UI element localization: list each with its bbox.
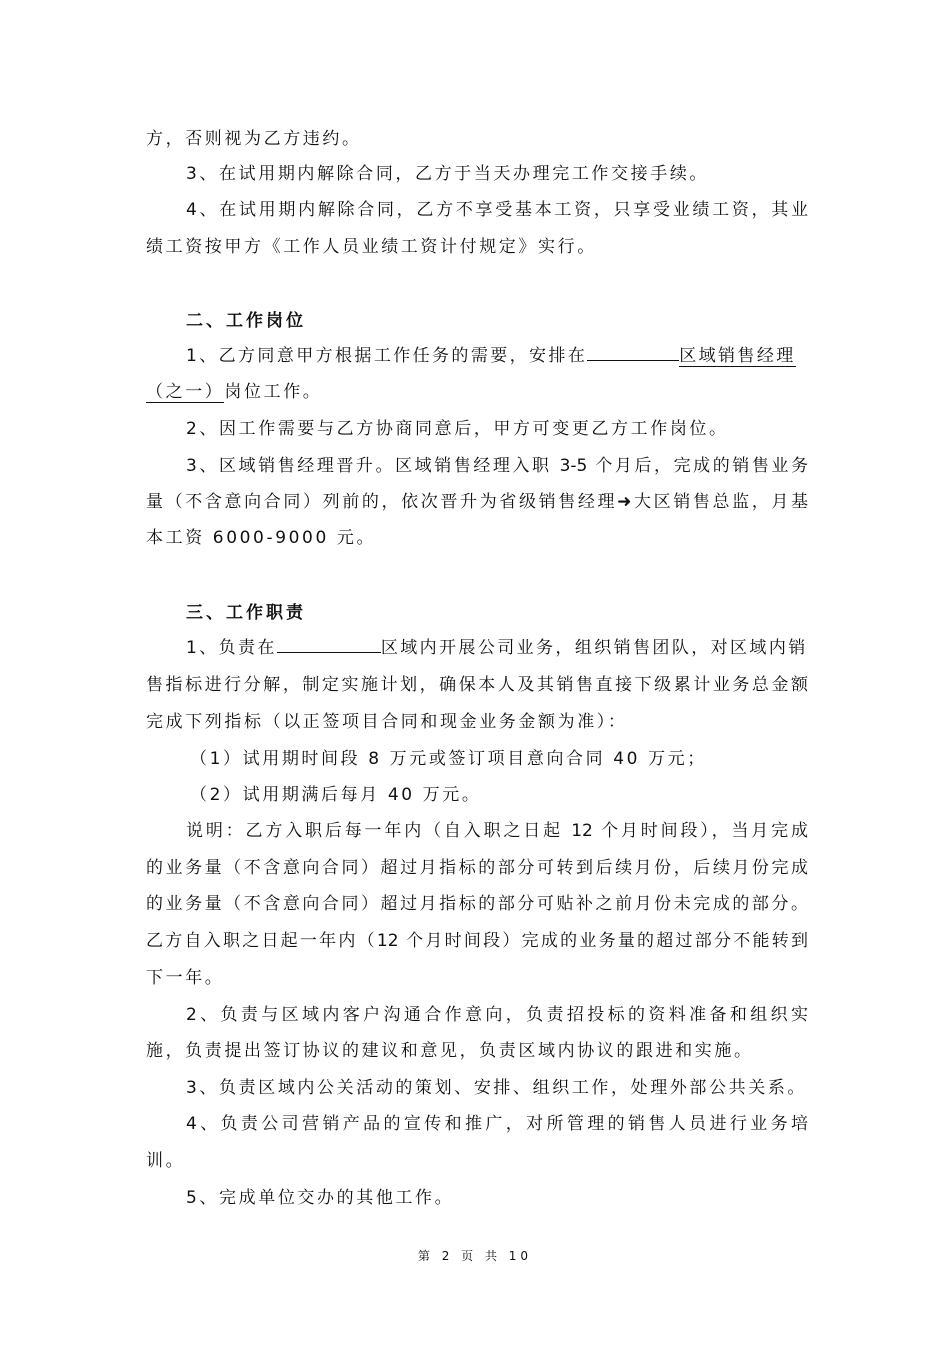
text-line: 5、完成单位交办的其他工作。 bbox=[186, 1188, 455, 1208]
text-line: 施，负责提出签订协议的建议和意见，负责区域内协议的跟进和实施。 bbox=[146, 1041, 754, 1061]
text-segment: 1、负责在 bbox=[186, 638, 277, 658]
text-line: 2、负责与区域内客户沟通合作意向，负责招投标的资料准备和组织实 bbox=[186, 1005, 808, 1025]
section-heading: 三、工作职责 bbox=[186, 603, 306, 623]
text-line: 3、在试用期内解除合同，乙方于当天办理完工作交接手续。 bbox=[186, 164, 710, 184]
filled-position: 区域销售经理 bbox=[679, 346, 796, 366]
text-line bbox=[146, 374, 808, 410]
text-line: 乙方自入职之日起一年内（12 个月时间段）完成的业务量的超过部分不能转到 bbox=[146, 931, 808, 951]
text-line bbox=[186, 338, 808, 374]
text-line: 4、负责公司营销产品的宣传和推广，对所管理的销售人员进行业务培 bbox=[186, 1114, 808, 1134]
text-line: 方，否则视为乙方违约。 bbox=[146, 129, 362, 149]
text-line: 3、负责区域内公关活动的策划、安排、组织工作，处理外部公共关系。 bbox=[186, 1078, 808, 1098]
list-item: （1）试用期时间段 8 万元或签订项目意向合同 40 万元； bbox=[190, 749, 707, 769]
filled-position: （之一） bbox=[146, 382, 225, 402]
text-line: 完成下列指标（以正签项目合同和现金业务金额为准）： bbox=[146, 712, 628, 732]
text-segment: 1、乙方同意甲方根据工作任务的需要，安排在 bbox=[186, 346, 588, 366]
text-line: 训。 bbox=[146, 1151, 186, 1171]
fill-blank bbox=[587, 359, 679, 361]
text-segment: 岗位工作。 bbox=[224, 382, 323, 402]
fill-blank bbox=[277, 651, 381, 653]
text-line: 的业务量（不含意向合同）超过月指标的部分可转到后续月份，后续月份完成 bbox=[146, 858, 808, 878]
text-line: 绩工资按甲方《工作人员业绩工资计付规定》实行。 bbox=[146, 237, 597, 257]
text-line: 本工资 6000-9000 元。 bbox=[146, 528, 377, 548]
page-footer: 第 2 页 共 10 bbox=[417, 1249, 533, 1263]
text-segment: 区域内开展公司业务，组织销售团队，对区域内销 bbox=[380, 638, 808, 658]
section-heading: 二、工作岗位 bbox=[186, 311, 306, 331]
text-line: 售指标进行分解，制定实施计划，确保本人及其销售直接下级累计业务总金额 bbox=[146, 675, 808, 695]
text-line: 2、因工作需要与乙方协商同意后，甲方可变更乙方工作岗位。 bbox=[186, 419, 729, 439]
text-line: 说明：乙方入职后每一年内（自入职之日起 12 个月时间段），当月完成 bbox=[186, 821, 808, 841]
list-item: （2）试用期满后每月 40 万元。 bbox=[190, 785, 482, 805]
text-line bbox=[186, 630, 808, 666]
text-line: 下一年。 bbox=[146, 968, 225, 988]
text-line: 3、区域销售经理晋升。区域销售经理入职 3-5 个月后，完成的销售业务 bbox=[186, 456, 808, 476]
text-line: 的业务量（不含意向合同）超过月指标的部分可贴补之前月份未完成的部分。 bbox=[146, 894, 808, 914]
text-line: 量（不含意向合同）列前的，依次晋升为省级销售经理➜大区销售总监，月基 bbox=[146, 492, 808, 512]
text-line: 4、在试用期内解除合同，乙方不享受基本工资，只享受业绩工资，其业 bbox=[186, 200, 808, 220]
